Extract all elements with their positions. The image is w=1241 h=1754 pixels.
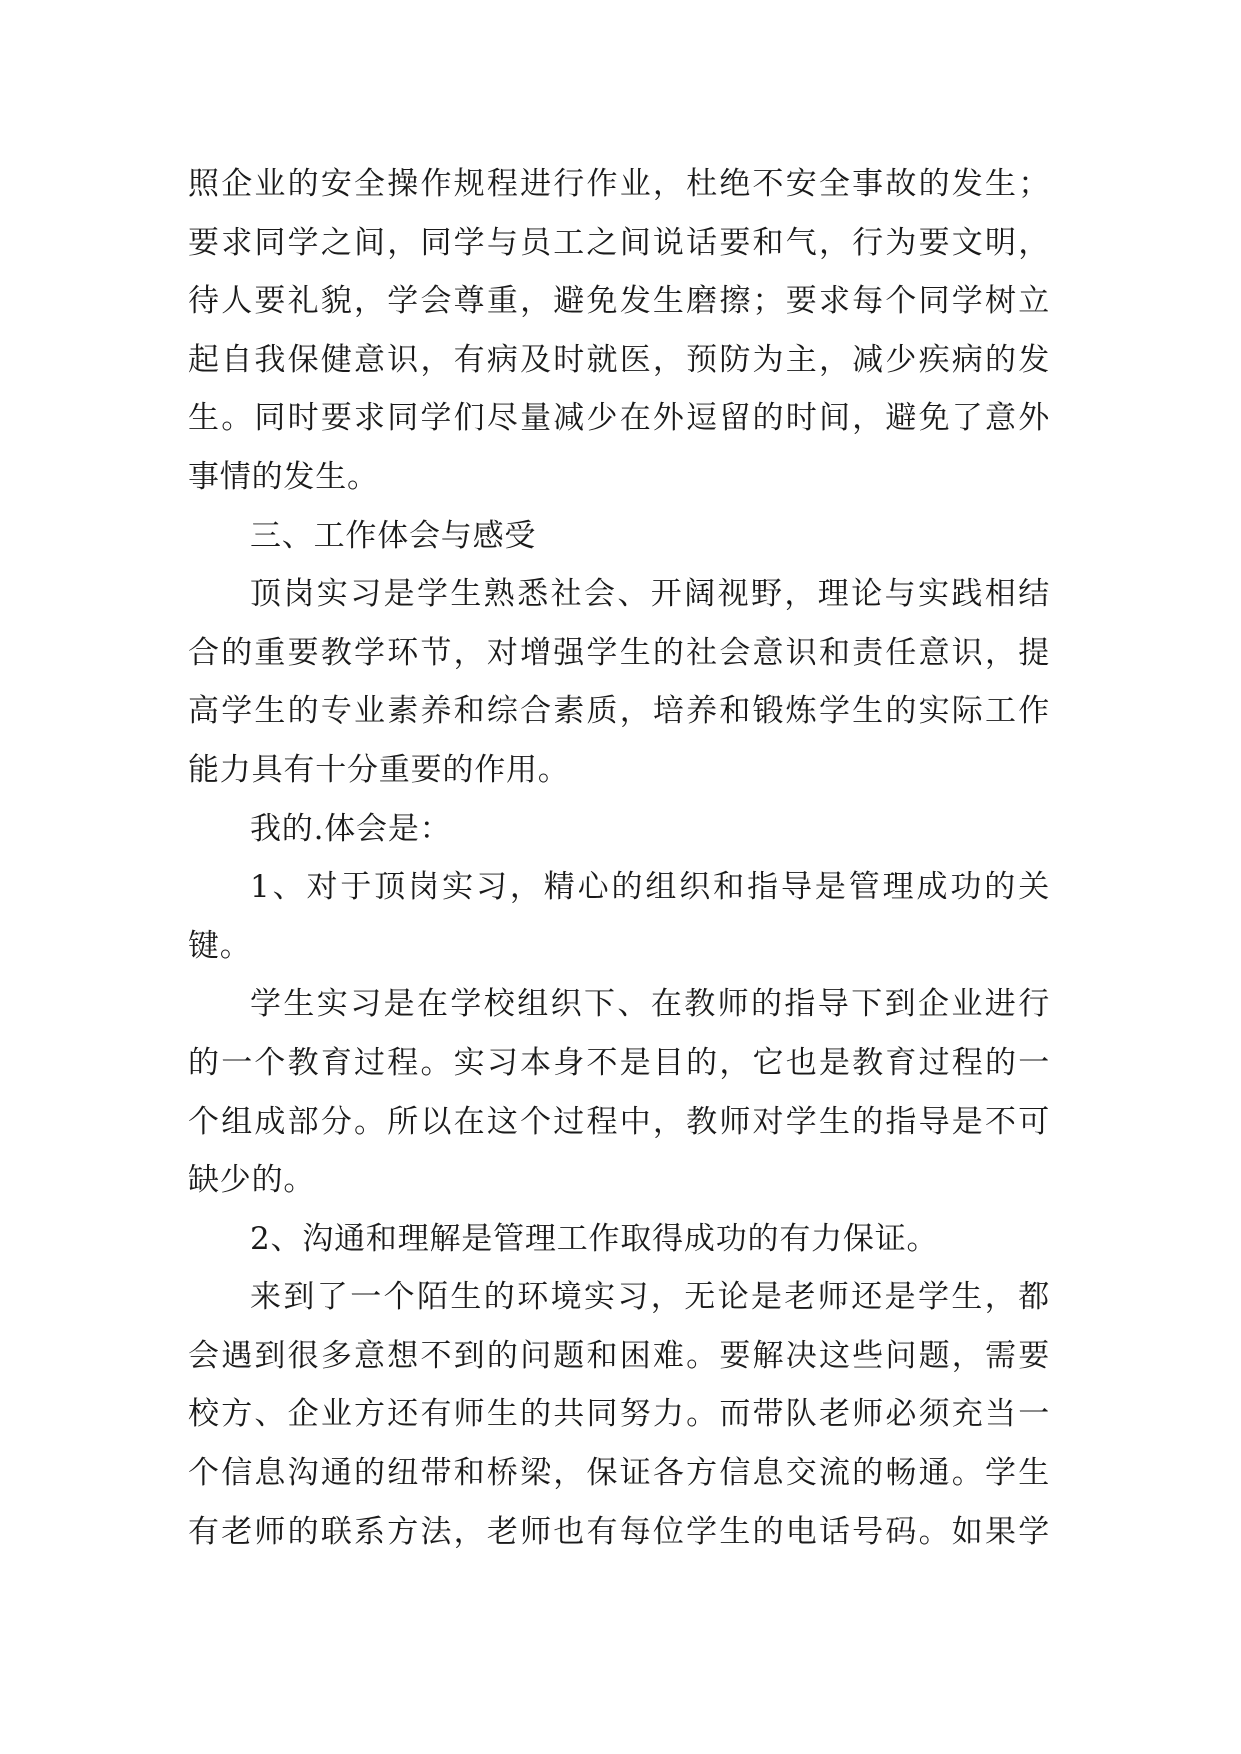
text-line: 会遇到很多意想不到的问题和困难。要解决这些问题，需要: [188, 1337, 1050, 1374]
text-line: 1、对于顶岗实习，精心的组织和指导是管理成功的关: [250, 869, 1050, 906]
text-line: 要求同学之间，同学与员工之间说话要和气，行为要文明，: [188, 224, 1050, 261]
text-line: 顶岗实习是学生熟悉社会、开阔视野，理论与实践相结: [250, 576, 1050, 613]
text-line: 个信息沟通的纽带和桥梁，保证各方信息交流的畅通。学生: [188, 1455, 1050, 1492]
body-text: [188, 155, 1050, 1561]
text-line: 能力具有十分重要的作用。: [188, 751, 570, 788]
text-line: 缺少的。: [188, 1162, 316, 1199]
text-line: 待人要礼貌，学会尊重，避免发生磨擦；要求每个同学树立: [188, 283, 1050, 320]
text-line: 高学生的专业素养和综合素质，培养和锻炼学生的实际工作: [188, 693, 1050, 730]
text-line: 校方、企业方还有师生的共同努力。而带队老师必须充当一: [188, 1396, 1050, 1433]
text-line: 照企业的安全操作规程进行作业，杜绝不安全事故的发生；: [188, 166, 1050, 202]
text-line: 生。同时要求同学们尽量减少在外逗留的时间，避免了意外: [188, 400, 1050, 437]
text-line: 有老师的联系方法，老师也有每位学生的电话号码。如果学: [188, 1513, 1050, 1550]
text-line: 键。: [188, 927, 252, 964]
text-line: 2、沟通和理解是管理工作取得成功的有力保证。: [250, 1220, 939, 1257]
text-line: 三、工作体会与感受: [250, 517, 537, 554]
text-line: 我的.体会是：: [250, 810, 452, 847]
text-line: 合的重要教学环节，对增强学生的社会意识和责任意识，提: [188, 634, 1050, 671]
text-line: 起自我保健意识，有病及时就医，预防为主，减少疾病的发: [188, 341, 1050, 378]
text-line: 的一个教育过程。实习本身不是目的，它也是教育过程的一: [188, 1044, 1050, 1081]
text-line: 事情的发生。: [188, 458, 379, 495]
text-line: 个组成部分。所以在这个过程中，教师对学生的指导是不可: [188, 1103, 1050, 1140]
text-line: 学生实习是在学校组织下、在教师的指导下到企业进行: [250, 986, 1050, 1023]
text-line: 来到了一个陌生的环境实习，无论是老师还是学生，都: [250, 1279, 1050, 1316]
